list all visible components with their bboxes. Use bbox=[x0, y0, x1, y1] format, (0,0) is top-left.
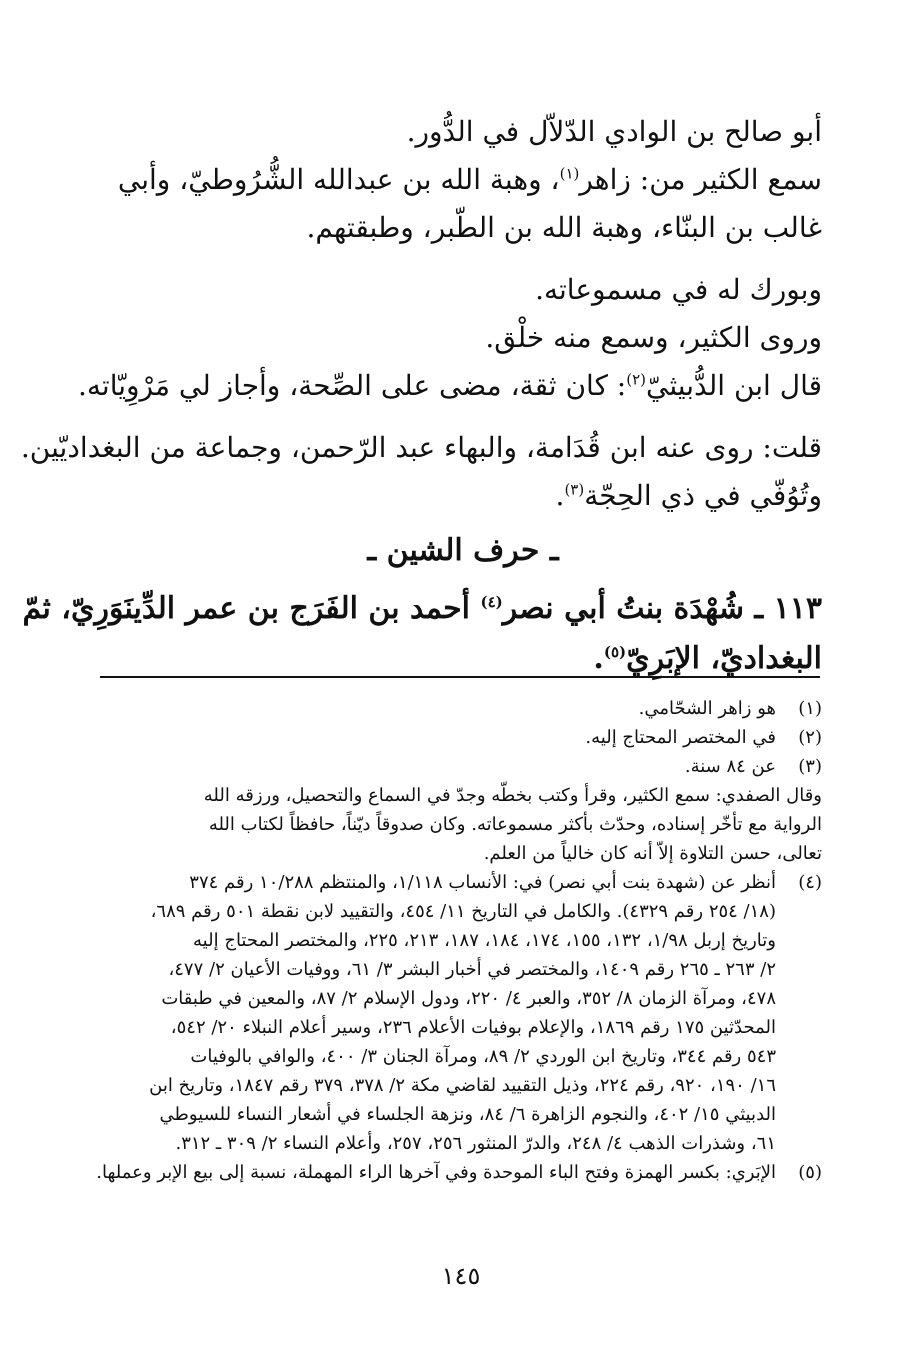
footnote-number: (٥) bbox=[798, 1162, 822, 1183]
text-line: غالب بن البنّاء، وهبة الله بن الطّبر، وطبقتهم. bbox=[306, 211, 822, 244]
footnote-marker: (٤) bbox=[480, 593, 503, 611]
footnote-line: ٥٤٣ رقم ٣٤٤، وتاريخ ابن الوردي ٢/ ٨٩، ومرآة الجنان ٣/ ٤٠٠، والوافي بالوفيات bbox=[190, 1046, 776, 1067]
footnote bbox=[102, 723, 822, 752]
footnote-line: أنظر عن (شهدة بنت أبي نصر) في: الأنساب ١/١١٨، والمنتظم ١٠/٢٨٨ رقم ٣٧٤ bbox=[189, 872, 776, 893]
footnote-line: تعالى، حسن التلاوة إلاّ أنه كان خالياً من العلم. bbox=[483, 843, 822, 864]
footnote-number: (٤) bbox=[798, 872, 822, 893]
footnote-line: الدبيثي ١٥/ ٤٠٢، والنجوم الزاهرة ٦/ ٨٤، ونزهة الجلساء في أشعار النساء للسيوطي bbox=[159, 1104, 776, 1125]
entry-heading-line2: البغداديّ، الإبَرِيّ$^{(٥)}$. bbox=[593, 641, 822, 676]
section-heading: ـ حرف الشين ـ bbox=[367, 533, 559, 568]
text-line: قلت: روى عنه ابن قُدَامة، والبهاء عبد الرّحمن، وجماعة من البغداديّين. bbox=[20, 431, 822, 464]
main-text bbox=[20, 108, 822, 684]
text-line: أبو صالح بن الوادي الدّلاّل في الدُّور. bbox=[406, 115, 822, 148]
footnote-marker: (٢) bbox=[626, 370, 647, 389]
footnote-number: (٢) bbox=[798, 727, 822, 748]
footnote bbox=[102, 752, 822, 781]
footnote-line: وقال الصفدي: سمع الكثير، وقرأ وكتب بخطّه وجدّ في السماع والتحصيل، ورزقه الله bbox=[203, 785, 822, 806]
text-line: وروى الكثير، وسمع منه خلْق. bbox=[485, 321, 822, 354]
footnote-marker: (٥) bbox=[603, 643, 627, 661]
footnote bbox=[102, 694, 822, 723]
footnote-line: هو زاهر الشحّامي. bbox=[638, 698, 776, 719]
footnote-line: (١٨/ ٢٥٤ رقم ٤٣٢٩). والكامل في التاريخ ١١/ ٤٥٤، والتقييد لابن نقطة ٥٠١ رقم ٦٨٩، bbox=[150, 901, 776, 922]
text-line: وبورك له في مسموعاته. bbox=[535, 273, 822, 306]
text-line: قال ابن الدُّبيثيّ$^{(٢)}$: كان ثقة، مضى على الصِّحة، وأجاز لي مَرْوِيّاته. bbox=[77, 369, 822, 402]
footnote-number: (٣) bbox=[798, 756, 822, 777]
footnote-line: الرواية مع تأخّر إسناده، وحدّث بأكثر مسموعاته. وكان صدوقاً ديّناً، حافظاً لكتاب الله bbox=[208, 814, 822, 835]
text-line: وتُوُفّي في ذي الحِجّة$^{(٣)}$. bbox=[555, 479, 822, 512]
footnote-line: ١٦/ ١٩٠، ٩٢٠، رقم ٢٢٤، وذيل التقييد لقاضي مكة ٢/ ٣٧٨، ٣٧٩ رقم ١٨٤٧، وتاريخ ابن bbox=[149, 1075, 776, 1096]
footnote-line: في المختصر المحتاج إليه. bbox=[585, 727, 776, 748]
footnote-line: المحدّثين ١٧٥ رقم ١٨٦٩، والإعلام بوفيات الأعلام ٢٣٦، وسير أعلام النبلاء ٢٠/ ٥٤٢، bbox=[170, 1017, 776, 1038]
footnote-marker: (٣) bbox=[564, 480, 585, 499]
footnote-line: الإبَري: بكسر الهمزة وفتح الباء الموحدة وفي آخرها الراء المهملة، نسبة إلى بيع الإبر وعملها. bbox=[96, 1162, 776, 1183]
footnote-marker: (١) bbox=[559, 164, 580, 183]
page-number: ١٤٥ bbox=[441, 1262, 481, 1290]
entry-heading: ١١٣ ـ شُهْدَة بنتُ أبي نصر$^{(٤)}$ أحمد بن الفَرَج بن عمر الدِّينَوَرِيّ، ثمّ bbox=[22, 591, 822, 626]
footnote-number: (١) bbox=[798, 698, 822, 719]
footnote-separator bbox=[100, 676, 820, 678]
footnote-line: ٦١، وشذرات الذهب ٤/ ٢٤٨، والدرّ المنثور ٢٥٦، ٢٥٧، وأعلام النساء ٢/ ٣٠٩ ـ ٣١٢. bbox=[175, 1133, 776, 1154]
footnote-line: ٢/ ٢٦٣ ـ ٢٦٥ رقم ١٤٠٩، والمختصر في أخبار البشر ٣/ ٦١، ووفيات الأعيان ٢/ ٤٧٧، bbox=[168, 959, 776, 980]
footnote-line: وتاريخ إربل ١/٩٨، ١٣٢، ١٥٥، ١٧٤، ١٨٤، ١٨٧، ٢١٣، ٢٢٥، والمختصر المحتاج إليه bbox=[193, 930, 776, 951]
footnote bbox=[96, 1158, 822, 1187]
footnote bbox=[102, 868, 822, 1158]
text-line: سمع الكثير من: زاهر$^{(١)}$، وهبة الله بن عبدالله الشُّرُوطيّ، وأبي bbox=[117, 163, 822, 196]
footnotes bbox=[96, 694, 822, 1187]
footnote-line: عن ٨٤ سنة. bbox=[684, 756, 776, 777]
footnote-continuation bbox=[102, 781, 822, 868]
footnote-line: ٤٧٨، ومرآة الزمان ٨/ ٣٥٢، والعبر ٤/ ٢٢٠، ودول الإسلام ٢/ ٨٧، والمعين في طبقات bbox=[161, 988, 776, 1009]
